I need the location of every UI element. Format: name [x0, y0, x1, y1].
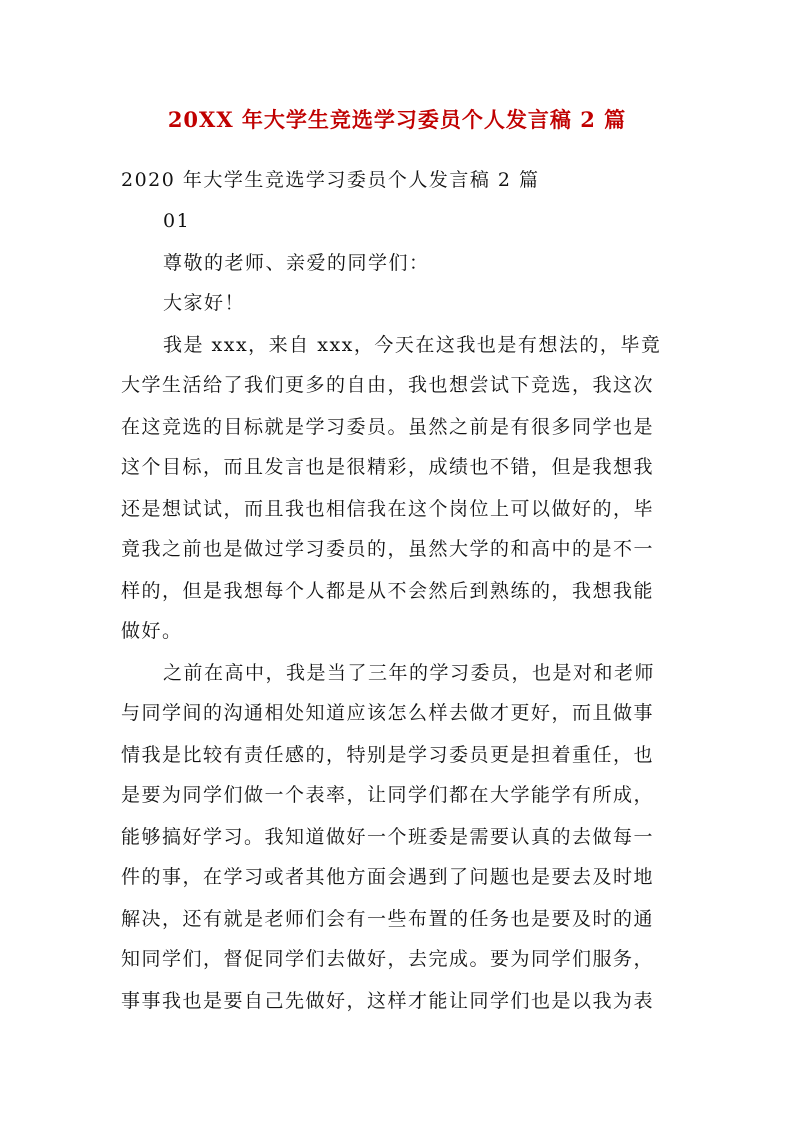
body-line: 解决，还有就是老师们会有一些布置的任务也是要及时的通: [121, 908, 655, 930]
subtitle-line: 2020 年大学生竞选学习委员个人发言稿 2 篇: [121, 169, 540, 191]
body-line: 做好。: [121, 620, 183, 642]
body-line: 在这竞选的目标就是学习委员。虽然之前是有很多同学也是: [121, 416, 655, 438]
body-line: 样的，但是我想每个人都是从不会然后到熟练的，我想我能: [121, 580, 655, 602]
body-line: 能够搞好学习。我知道做好一个班委是需要认真的去做每一: [121, 826, 655, 848]
body-line: 是要为同学们做一个表率，让同学们都在大学能学有所成，: [121, 784, 655, 806]
greeting-line: 大家好！: [163, 292, 246, 314]
body-line: 大学生活给了我们更多的自由，我也想尝试下竞选，我这次: [121, 374, 655, 396]
salutation-line: 尊敬的老师、亲爱的同学们：: [163, 252, 430, 274]
body-line: 这个目标，而且发言也是很精彩，成绩也不错，但是我想我: [121, 456, 655, 478]
body-line: 之前在高中，我是当了三年的学习委员，也是对和老师: [163, 662, 656, 684]
body-line: 知同学们，督促同学们去做好，去完成。要为同学们服务，: [121, 948, 655, 970]
body-line: 我是 xxx，来自 xxx，今天在这我也是有想法的，毕竟: [163, 334, 662, 356]
body-line: 件的事，在学习或者其他方面会遇到了问题也是要去及时地: [121, 866, 655, 888]
body-line: 竟我之前也是做过学习委员的，虽然大学的和高中的是不一: [121, 538, 655, 560]
document-title: 20XX 年大学生竞选学习委员个人发言稿 2 篇: [167, 107, 627, 132]
section-number: 01: [163, 210, 191, 232]
body-line: 与同学间的沟通相处知道应该怎么样去做才更好，而且做事: [121, 702, 655, 724]
body-line: 情我是比较有责任感的，特别是学习委员更是担着重任，也: [121, 744, 655, 766]
body-line: 事事我也是要自己先做好，这样才能让同学们也是以我为表: [121, 990, 655, 1012]
body-line: 还是想试试，而且我也相信我在这个岗位上可以做好的，毕: [121, 498, 655, 520]
